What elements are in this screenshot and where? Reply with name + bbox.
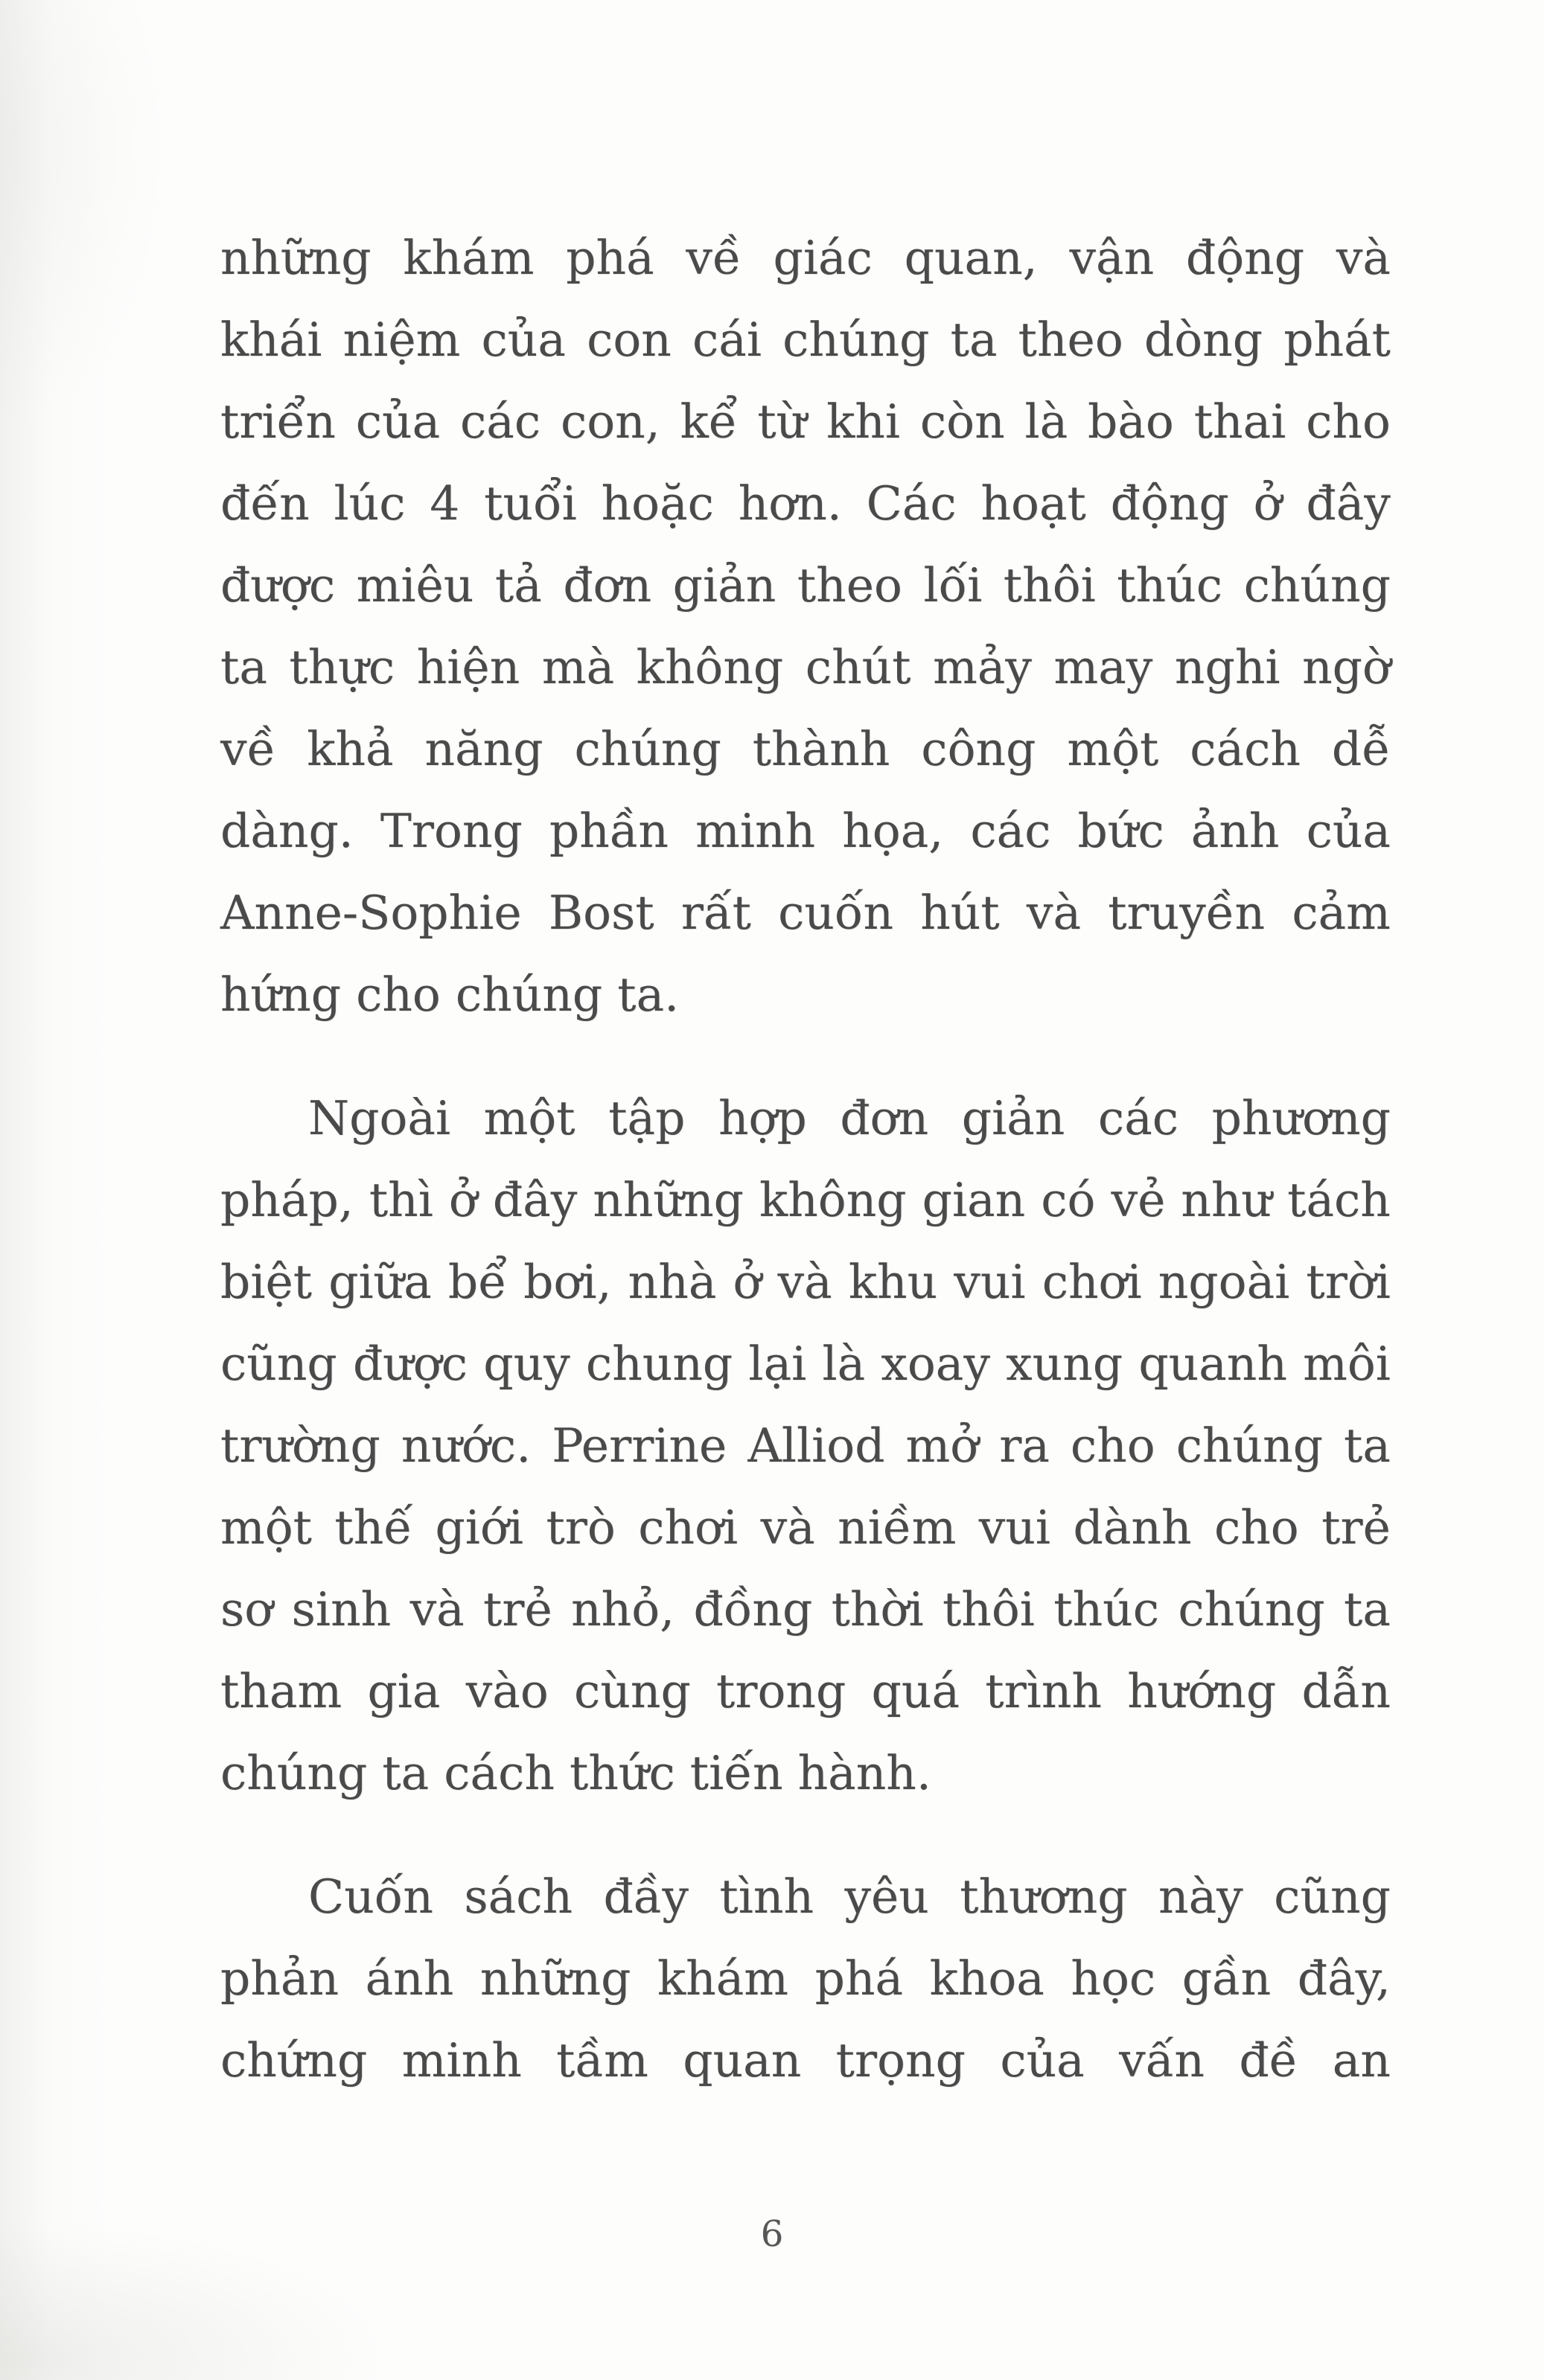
text-line: khái niệm của con cái chúng ta theo dòng phát (220, 313, 1391, 367)
paragraph (220, 1856, 1391, 2102)
text-line: chúng ta cách thức tiến hành. (220, 1746, 931, 1800)
text-line: được miêu tả đơn giản theo lối thôi thúc chúng (220, 558, 1391, 612)
text-line: hứng cho chúng ta. (220, 967, 680, 1022)
text-line: sơ sinh và trẻ nhỏ, đồng thời thôi thúc chúng ta (220, 1582, 1391, 1637)
paragraph (220, 217, 1391, 1036)
text-block (220, 217, 1391, 2102)
text-line: ta thực hiện mà không chút mảy may nghi ngờ (220, 640, 1391, 694)
page-number: 6 (760, 2213, 784, 2255)
text-line: đến lúc 4 tuổi hoặc hơn. Các hoạt động ở đây (220, 476, 1391, 531)
text-line: Cuốn sách đầy tình yêu thương này cũng (308, 1869, 1391, 1924)
text-line: một thế giới trò chơi và niềm vui dành cho trẻ (220, 1500, 1391, 1555)
text-line: dàng. Trong phần minh họa, các bức ảnh của (220, 804, 1391, 858)
text-line: triển của các con, kể từ khi còn là bào thai cho (220, 394, 1391, 449)
text-line: trường nước. Perrine Alliod mở ra cho chúng ta (220, 1418, 1391, 1473)
text-line: Anne-Sophie Bost rất cuốn hút và truyền cảm (220, 886, 1391, 940)
paragraph (220, 1078, 1391, 1814)
text-line: những khám phá về giác quan, vận động và (220, 231, 1391, 285)
text-line: tham gia vào cùng trong quá trình hướng dẫn (220, 1664, 1391, 1718)
text-line: cũng được quy chung lại là xoay xung quanh môi (220, 1337, 1391, 1391)
text-line: phản ánh những khám phá khoa học gần đây, (220, 1951, 1391, 2006)
text-line: chứng minh tầm quan trọng của vấn đề an (220, 2033, 1391, 2088)
text-line: pháp, thì ở đây những không gian có vẻ như tách (220, 1173, 1391, 1227)
text-line: về khả năng chúng thành công một cách dễ (220, 722, 1391, 776)
text-line: biệt giữa bể bơi, nhà ở và khu vui chơi ngoài trời (220, 1255, 1391, 1309)
text-line: Ngoài một tập hợp đơn giản các phương (308, 1091, 1391, 1145)
